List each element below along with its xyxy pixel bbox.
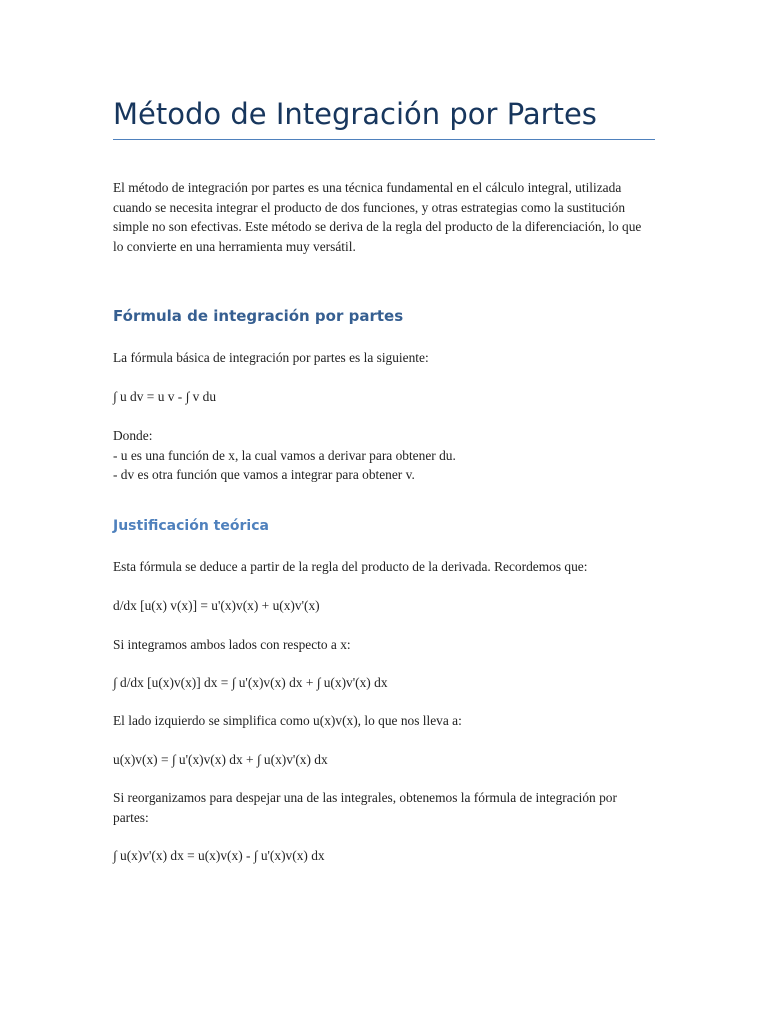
- formula-lead-text: La fórmula básica de integración por partes es la siguiente:: [113, 350, 429, 365]
- integrated-equation: ∫ d/dx [u(x)v(x)] dx = ∫ u'(x)v(x) dx + ∫ u(x)v'(x) dx: [113, 675, 388, 690]
- final-formula-equation: ∫ u(x)v'(x) dx = u(x)v(x) - ∫ u'(x)v(x) dx: [113, 848, 325, 863]
- integration-by-parts-formula: ∫ u dv = u v - ∫ v du: [113, 389, 217, 404]
- section-heading-formula: Fórmula de integración por partes: [113, 307, 404, 325]
- title-underline: [113, 139, 655, 140]
- product-rule-equation: d/dx [u(x) v(x)] = u'(x)v(x) + u(x)v'(x): [113, 598, 320, 613]
- justification-paragraph-4: Si reorganizamos para despejar una de las integrales, obtenemos la fórmula de integración por partes:: [113, 790, 617, 825]
- where-block: [113, 426, 655, 485]
- where-item-u: - u es una función de x, la cual vamos a derivar para obtener du.: [113, 447, 456, 463]
- where-item-dv: - dv es otra función que vamos a integrar para obtener v.: [113, 467, 415, 482]
- justification-paragraph-2: Si integramos ambos lados con respecto a x:: [113, 637, 351, 652]
- justification-paragraph-3: El lado izquierdo se simplifica como u(x)v(x), lo que nos lleva a:: [113, 713, 462, 728]
- section-heading-justification: Justificación teórica: [113, 518, 269, 534]
- justification-paragraph-1: Esta fórmula se deduce a partir de la regla del producto de la derivada. Recordemos que:: [113, 559, 588, 574]
- intro-paragraph: El método de integración por partes es una técnica fundamental en el cálculo integral, utilizada cuando se necesita integrar el producto de dos funciones, y otras estrategias como la sustitución simple no son efectivas. Este método se deriva de la regla del producto de la diferenciación, lo que lo convierte en una herramienta muy versátil.: [113, 180, 642, 254]
- where-label: Donde:: [113, 428, 153, 443]
- document-title: Método de Integración por Partes: [113, 97, 597, 131]
- simplified-equation: u(x)v(x) = ∫ u'(x)v(x) dx + ∫ u(x)v'(x) dx: [113, 752, 328, 767]
